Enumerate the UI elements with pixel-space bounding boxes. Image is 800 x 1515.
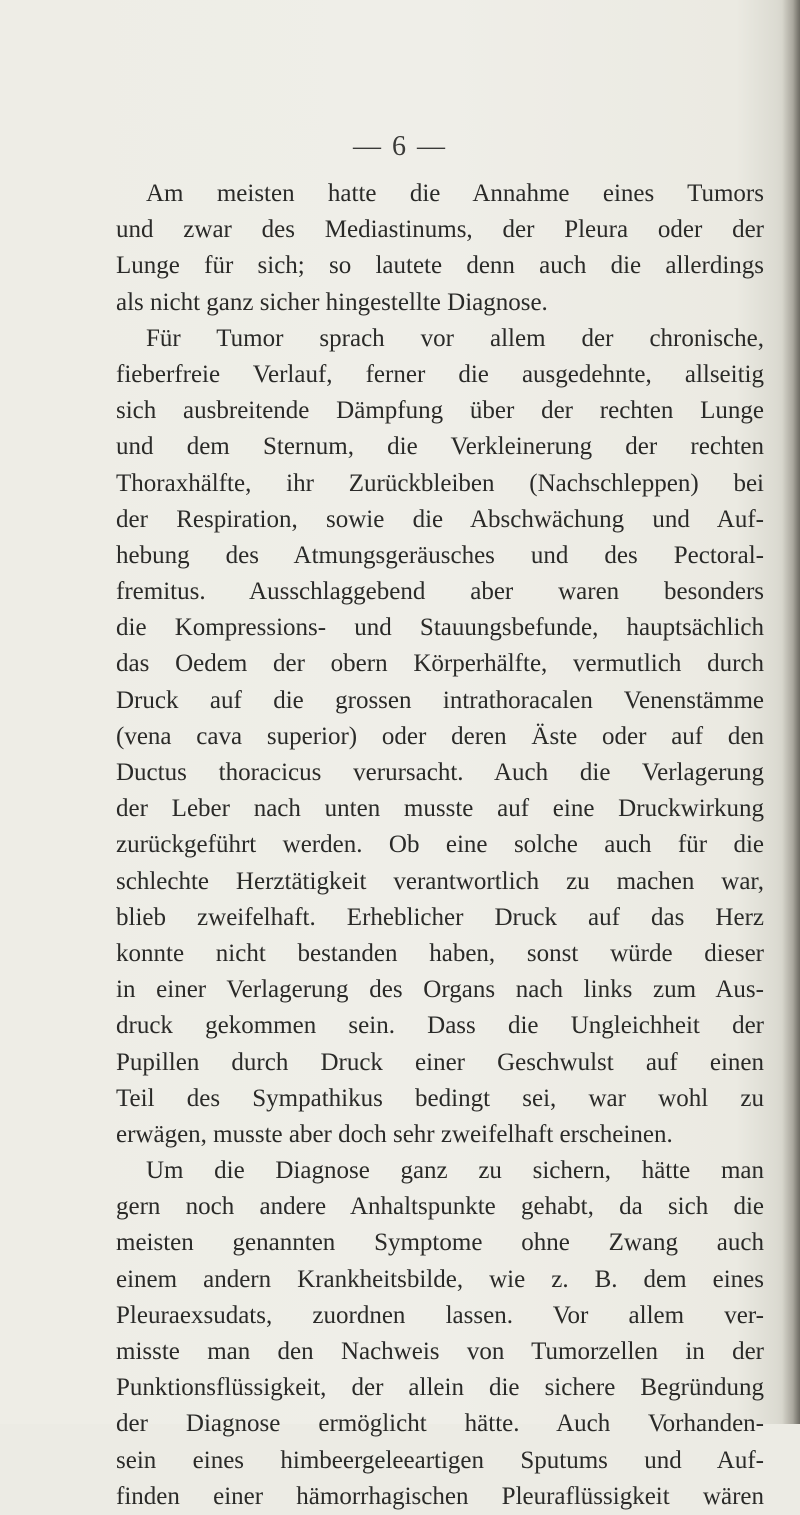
- text-line: (vena cava superior) oder deren Äste oder auf den: [116, 722, 764, 750]
- text-line: Ductus thoracicus verursacht. Auch die Verlagerung: [116, 759, 764, 786]
- text-line: Pupillen durch Druck einer Geschwulst auf einen: [116, 1048, 764, 1076]
- text-line: schlechte Herztätigkeit verantwortlich zu machen war,: [116, 867, 764, 895]
- page-number: — 6 —: [353, 131, 447, 162]
- text-line: Um die Diagnose ganz zu sichern, hätte man: [146, 1157, 764, 1185]
- text-line: sein eines himbeergeleeartigen Sputums und Auf-: [116, 1446, 764, 1474]
- text-line: Für Tumor sprach vor allem der chronische,: [146, 324, 764, 352]
- text-line: das Oedem der obern Körperhälfte, vermutlich durch: [116, 650, 764, 678]
- text-line: Thoraxhälfte, ihr Zurückbleiben (Nachschleppen) bei: [116, 469, 764, 497]
- text-line: der Diagnose ermöglicht hätte. Auch Vorhanden-: [116, 1410, 764, 1438]
- text-line: der Respiration, sowie die Abschwächung und Auf-: [116, 505, 764, 533]
- text-line: zurückgeführt werden. Ob eine solche auch für die: [116, 831, 764, 859]
- text-line: Pleuraexsudats, zuordnen lassen. Vor allem ver-: [116, 1301, 764, 1329]
- text-line: meisten genannten Symptome ohne Zwang auch: [116, 1229, 764, 1257]
- text-line: Punktionsflüssigkeit, der allein die sichere Begründung: [116, 1374, 764, 1402]
- text-line: erwägen, musste aber doch sehr zweifelhaft erscheinen.: [116, 1120, 673, 1148]
- text-line: druck gekommen sein. Dass die Ungleichheit der: [116, 1012, 764, 1040]
- text-line: gern noch andere Anhaltspunkte gehabt, da sich die: [116, 1193, 764, 1221]
- text-line: konnte nicht bestanden haben, sonst würde dieser: [116, 939, 764, 967]
- text-line: in einer Verlagerung des Organs nach links zum Aus-: [116, 976, 764, 1004]
- text-line: als nicht ganz sicher hingestellte Diagnose.: [116, 288, 548, 316]
- text-line: und zwar des Mediastinums, der Pleura oder der: [116, 216, 764, 244]
- text-line: Am meisten hatte die Annahme eines Tumors: [146, 180, 764, 207]
- text-line: und dem Sternum, die Verkleinerung der rechten: [116, 433, 764, 461]
- text-line: Druck auf die grossen intrathoracalen Venenstämme: [116, 686, 764, 714]
- text-line: die Kompressions- und Stauungsbefunde, hauptsächlich: [116, 614, 764, 642]
- text-line: Lunge für sich; so lautete denn auch die allerdings: [116, 252, 764, 280]
- text-line: fremitus. Ausschlaggebend aber waren besonders: [116, 578, 764, 606]
- text-line: finden einer hämorrhagischen Pleuraflüssigkeit wären: [116, 1482, 764, 1510]
- body-text: [116, 176, 764, 1515]
- text-line: Teil des Sympathikus bedingt sei, war wohl zu: [116, 1084, 764, 1112]
- text-line: einem andern Krankheitsbilde, wie z. B. dem eines: [116, 1265, 764, 1293]
- text-line: der Leber nach unten musste auf eine Druckwirkung: [116, 795, 764, 823]
- text-line: misste man den Nachweis von Tumorzellen in der: [116, 1338, 764, 1365]
- text-line: sich ausbreitende Dämpfung über der rechten Lunge: [116, 397, 764, 425]
- text-line: fieberfreie Verlauf, ferner die ausgedehnte, allseitig: [116, 360, 764, 388]
- text-line: blieb zweifelhaft. Erheblicher Druck auf das Herz: [116, 903, 764, 931]
- text-line: hebung des Atmungsgeräusches und des Pectoral-: [116, 541, 764, 569]
- binding-edge-shadow: [782, 0, 800, 1424]
